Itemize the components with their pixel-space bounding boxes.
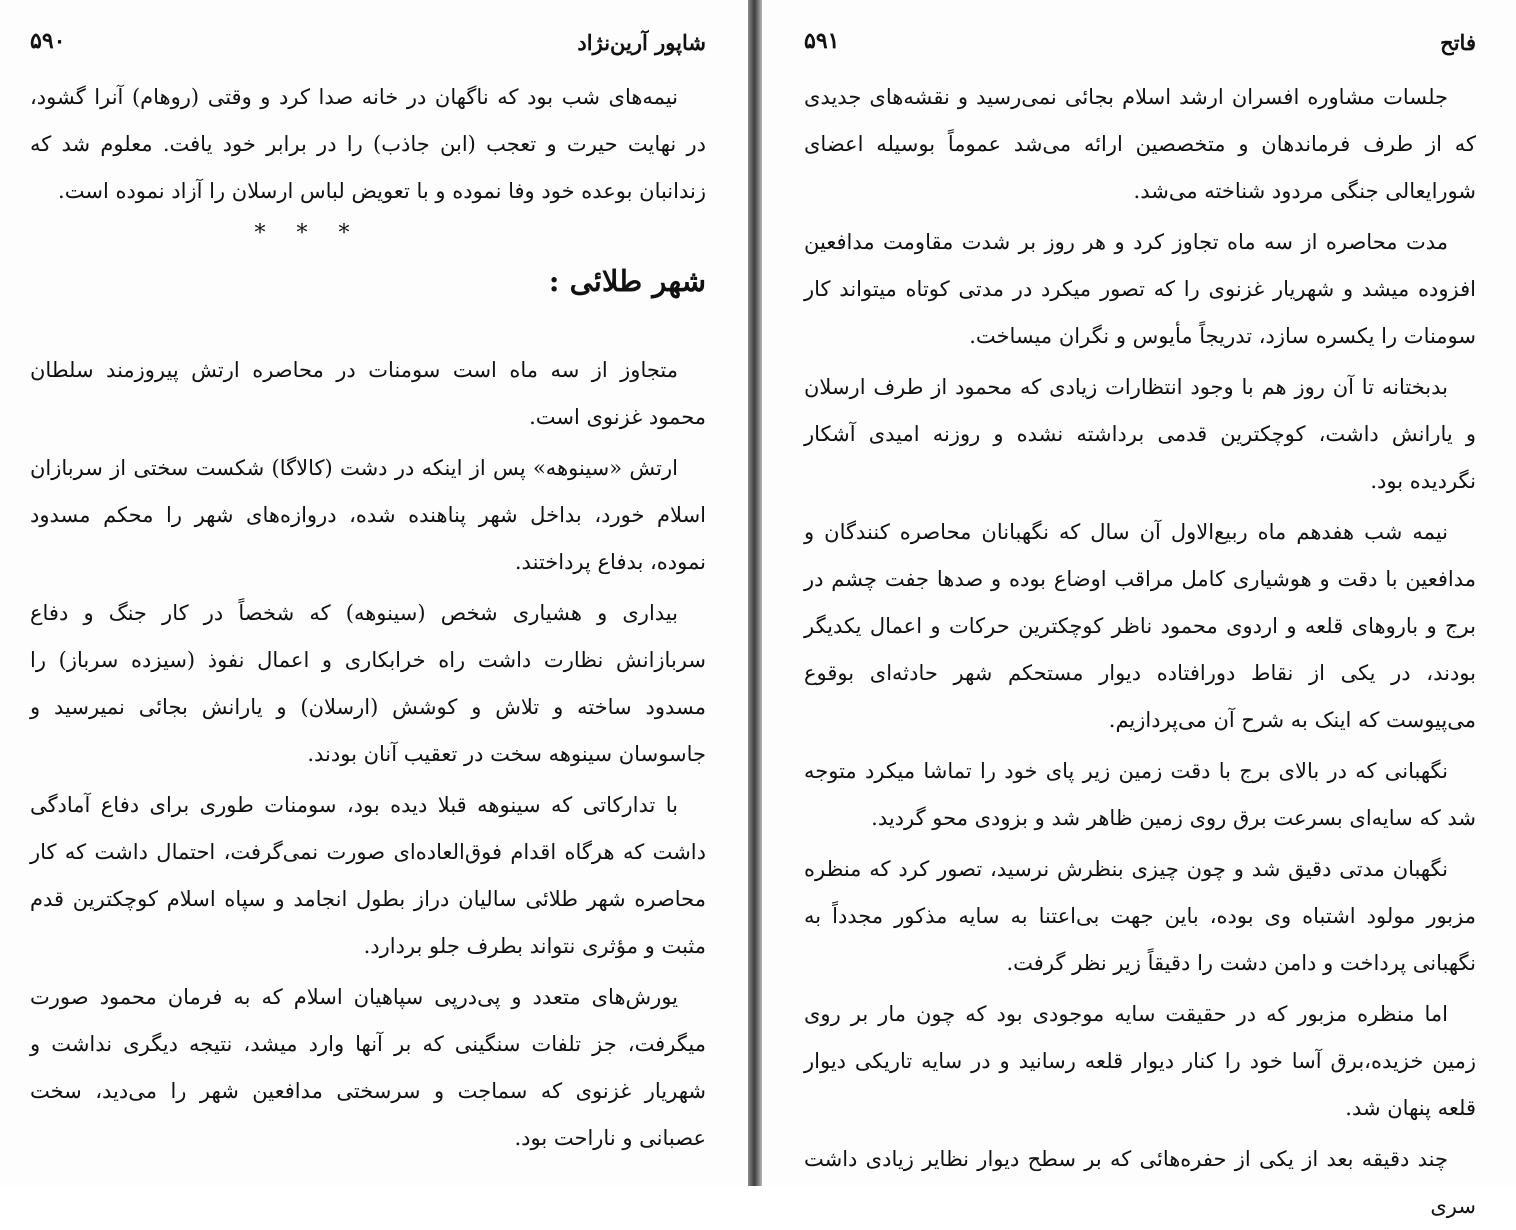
book-gutter	[748, 0, 762, 1186]
paragraph: چند دقیقه بعد از یکی از حفره‌هائی که بر سطح دیوار نظایر زیادی داشت سری	[804, 1147, 1476, 1218]
paragraph: با تدارکاتی که سینوهه قبلا دیده بود، سومنات طوری برای دفاع آمادگی داشت که هرگاه اقدام فوق‌العاده‌ای صورت نمی‌گرفت، احتمال داشت که کار محاصره شهر طلائی سالیان دراز بطول انجامد و سپاه اسلام کوچکترین قدم مثبت و مؤثری نتواند بطرف جلو بردارد.	[30, 793, 706, 958]
paragraph: نیمه‌های شب بود که ناگهان در خانه صدا کرد و وقتی (روهام) آنرا گشود، در نهایت حیرت و تعجب (ابن جاذب) را در برابر خود یافت. معلوم شد که زندانبان بوعده خود وفا نموده و با تعویض لباس ارسلان را آزاد نموده است.	[30, 85, 706, 203]
right-page	[762, 0, 1516, 1218]
paragraph: اما منظره مزبور که در حقیقت سایه موجودی بود که چون مار بر روی زمین خزیده،برق آسا خود را کنار دیوار قلعه رسانید و در سایه تاریکی دیوار قلعه پنهان شد.	[804, 1002, 1476, 1120]
paragraph: بیداری و هشیاری شخص (سینوهه) که شخصاً در کار جنگ و دفاع سربازانش نظارت داشت راه خرابکاری و اعمال نفوذ (سیزده سرباز) را مسدود ساخته و تلاش و کوشش (ارسلان) و یارانش بجائی نمیرسید و جاسوسان سینوهه سخت در تعقیب آنان بودند.	[30, 601, 706, 766]
left-page-header	[30, 0, 706, 74]
paragraph: یورش‌های متعدد و پی‌درپی سپاهیان اسلام که به فرمان محمود صورت میگرفت، جز تلفات سنگینی که بر آنها وارد میشد، نتیجه دیگری نداشت و شهریار غزنوی که سماجت و سرسختی مدافعین شهر را می‌دید، سخت عصبانی و ناراحت بود.	[30, 985, 706, 1150]
section-heading: شهر طلائی :	[548, 264, 706, 298]
paragraph: نیمه شب هفدهم ماه ربیع‌الاول آن سال که نگهبانان محاصره کنندگان و مدافعین با دقت و هوشیاری کامل مراقب اوضاع بوده و صدها جفت چشم در برج و باروهای قلعه و اردوی محمود ناظر کوچکترین حرکات و اعمال یکدیگر بودند، در یکی از نقاط دورافتاده دیوار مستحکم شهر حادثه‌ای بوقوع می‌پیوست که اینک به شرح آن می‌پردازیم.	[804, 520, 1476, 732]
right-page-title: فاتح	[1440, 30, 1476, 55]
paragraph: مدت محاصره از سه ماه تجاوز کرد و هر روز بر شدت مقاومت مدافعین افزوده میشد و شهریار غزنوی را که تصور میکرد در مدتی کوتاه میتواند کار سومنات را یکسره سازد، تدریجاً مأیوس و نگران میساخت.	[804, 230, 1476, 348]
paragraph: نگهبانی که در بالای برج با دقت زمین زیر پای خود را تماشا میکرد متوجه شد که سایه‌ای بسرعت برق روی زمین ظاهر شد و بزودی محو گردید.	[804, 759, 1476, 830]
paragraph: جلسات مشاوره افسران ارشد اسلام بجائی نمی‌رسید و نقشه‌های جدیدی که از طرف فرماندهان و متخصصین ارائه می‌شد عموماً بوسیله اعضای شورایعالی جنگی مردود شناخته می‌شد.	[804, 85, 1476, 203]
left-page	[0, 0, 748, 1186]
section-separator: * * *	[254, 221, 362, 246]
paragraph: متجاوز از سه ماه است سومنات در محاصره ارتش پیروزمند سلطان محمود غزنوی است.	[30, 358, 706, 429]
paragraph: بدبختانه تا آن روز هم با وجود انتظارات زیادی که محمود از طرف ارسلان و یارانش داشت، کوچکترین قدمی برداشته نشده و روزنه امیدی آشکار نگردیده بود.	[804, 375, 1476, 493]
right-page-header	[804, 0, 1476, 74]
paragraph: ارتش «سینوهه» پس از اینکه در دشت (کالاگا) شکست سختی از سربازان اسلام خورد، بداخل شهر پناهنده شده، دروازه‌های شهر را محکم مسدود نموده، بدفاع پرداختند.	[30, 456, 706, 574]
left-page-title: شاپور آرین‌نژاد	[577, 30, 706, 55]
left-page-number: ۵۹۰	[30, 28, 66, 54]
right-page-number: ۵۹۱	[804, 28, 840, 54]
paragraph: نگهبان مدتی دقیق شد و چون چیزی بنظرش نرسید، تصور کرد که منظره مزبور مولود اشتباه وی بوده، باین جهت بی‌اعتنا به سایه مذکور مجدداً به نگهبانی پرداخت و دامن دشت را دقیقاً زیر نظر گرفت.	[804, 857, 1476, 975]
